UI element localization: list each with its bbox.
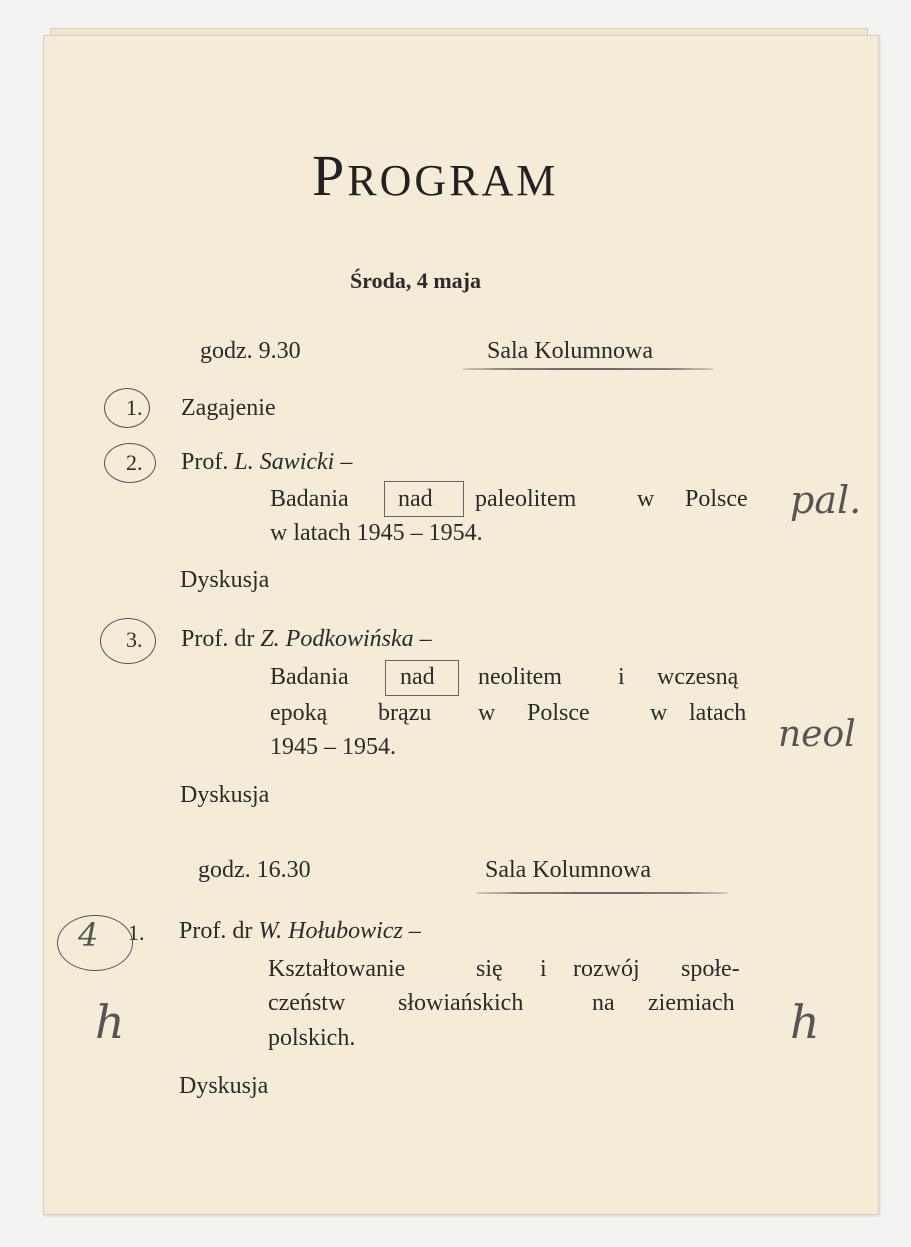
item-3-word-wczesna: wczesną [657,664,739,690]
item-1-number: 1. [126,395,143,420]
item-4-word-ziemiach: ziemiach [648,990,735,1016]
item-3-speaker-name: Z. Podkowińska [260,626,414,652]
item-4-dash: – [408,918,421,944]
discussion-1: Dyskusja [180,567,270,593]
session-1-room: Sala Kolumnowa [487,338,653,364]
item-3-word-i: i [618,664,625,690]
hand-box-nad-2 [385,660,459,696]
page-title [312,142,558,209]
item-4-word-rozwoj: rozwój [573,956,640,982]
item-3-number: 3. [126,627,143,652]
session-2-room-underline [476,892,728,894]
margin-note-pal: pal. [790,478,862,522]
item-3-word-w2: w [650,700,668,726]
item-2-word-nad: nad [398,486,433,512]
session-2-room: Sala Kolumnowa [485,857,651,883]
item-4-word-spole: społe- [681,956,740,982]
item-1-text: Zagajenie [181,395,276,421]
item-2-number: 2. [126,450,143,475]
item-2-word-polsce: Polsce [685,486,748,512]
margin-note-neol: neol [778,714,856,755]
title-text: PROGRAM [312,143,559,208]
item-2-word-badania: Badania [270,486,349,512]
item-3-word-epoka: epoką [270,700,328,726]
item-2-line-2: w latach 1945 – 1954. [270,520,483,546]
discussion-2: Dyskusja [180,782,270,808]
margin-note-h-left: h [95,995,125,1049]
item-4-line-3: polskich. [268,1025,356,1051]
item-4-word-na: na [592,990,615,1016]
program-page [43,35,879,1215]
item-2-speaker-name: L. Sawicki [234,449,335,475]
item-4-word-czenstw: czeństw [268,990,346,1016]
item-4-speaker-name: W. Hołubowicz [258,918,403,944]
margin-note-h-right: h [790,995,820,1049]
item-3-word-brazu: brązu [378,700,432,726]
item-3-word-w: w [478,700,496,726]
item-4-speaker-prefix: Prof. dr [179,918,253,944]
item-4-word-ksztaltowanie: Kształtowanie [268,956,406,982]
session-1-room-underline [462,368,714,370]
item-4-word-slowianskich: słowiańskich [398,990,524,1016]
hand-box-nad-1 [384,481,464,517]
item-4-word-i: i [540,956,547,982]
hand-number-4: 4 [78,916,99,954]
item-3-speaker-prefix: Prof. dr [181,626,255,652]
item-4-word-sie: się [476,956,503,982]
item-3-word-polsce: Polsce [527,700,590,726]
item-3-word-neolitem: neolitem [478,664,562,690]
item-4-number: 1. [128,920,145,945]
session-1-time: godz. 9.30 [200,338,301,364]
item-3-word-latach: latach [689,700,747,726]
item-3-word-badania: Badania [270,664,349,690]
item-2-dash: – [340,449,353,475]
item-2-word-w: w [637,486,655,512]
discussion-3: Dyskusja [179,1073,269,1099]
item-3-dash: – [419,626,432,652]
item-2-speaker-prefix: Prof. [181,449,229,475]
date-heading: Środa, 4 maja [350,268,481,293]
session-2-time: godz. 16.30 [198,857,311,883]
item-2-word-paleolitem: paleolitem [475,486,577,512]
item-3-word-nad: nad [400,664,435,690]
item-3-line-3: 1945 – 1954. [270,734,396,760]
